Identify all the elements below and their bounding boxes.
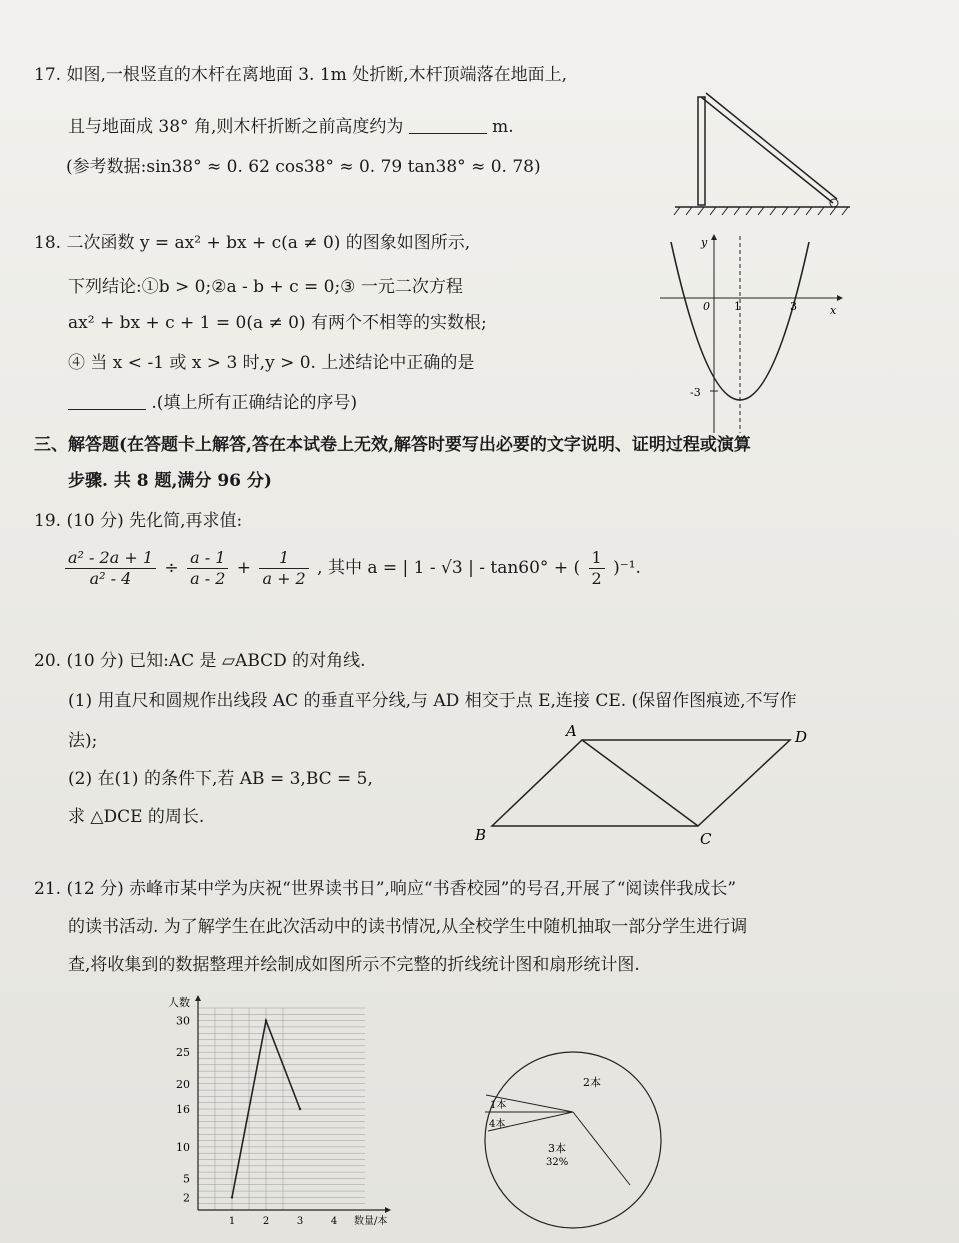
vertex-D: D (795, 728, 808, 746)
y-tick-label: 16 (176, 1103, 190, 1116)
parallelogram-figure (470, 720, 830, 850)
q20-line5: 求 △DCE 的周长. (68, 807, 205, 827)
vertex-C: C (700, 830, 712, 848)
slice-label-1: 1本 (490, 1100, 507, 1111)
q18-line4: ④ 当 x < -1 或 x > 3 时,y > 0. 上述结论中正确的是 (68, 353, 475, 373)
y-tick-label: 30 (176, 1014, 190, 1028)
y-axis-title: 人数 (168, 996, 190, 1009)
chart-grid (198, 1008, 365, 1210)
pie-circle (485, 1052, 661, 1228)
tick-1: 1 (734, 300, 741, 313)
q20-line1: 20. (10 分) 已知:AC 是 ▱ABCD 的对角线. (34, 651, 366, 671)
q17-line3: (参考数据:sin38° ≈ 0. 62 cos38° ≈ 0. 79 tan38° ≈ 0. 78) (66, 157, 541, 177)
y-tick-label: 10 (176, 1140, 190, 1154)
q18-text: .(填上所有正确结论的序号) (151, 393, 358, 413)
q17-line2 (68, 116, 514, 138)
slice-label-3: 3本 (548, 1142, 566, 1155)
q18-line1: 18. 二次函数 y = ax² + bx + c(a ≠ 0) 的图象如图所示, (34, 233, 471, 253)
q19-expression (62, 548, 641, 589)
y-tick-label: 5 (183, 1172, 190, 1186)
x-tick-label: 2 (262, 1216, 270, 1227)
q19-condition-end: )⁻¹. (613, 558, 641, 578)
x-axis-title: 数量/本 (354, 1216, 388, 1227)
x-axis-label: x (830, 304, 837, 317)
x-tick-label: 3 (296, 1216, 304, 1227)
q18-line2: 下列结论:①b > 0;②a - b + c = 0;③ 一元二次方程 (68, 277, 463, 297)
fraction-2: $\frac{a - 1}{a - 2}$ (187, 548, 228, 589)
q20-line2: (1) 用直尺和圆规作出线段 AC 的垂直平分线,与 AD 相交于点 E,连接 CE. (保留作图痕迹,不写作 (68, 691, 797, 711)
q21-line2: 的读书活动. 为了解学生在此次活动中的读书情况,从全校学生中随机抽取一部分学生进行调 (68, 917, 748, 937)
plus-sign: + (236, 558, 252, 578)
data-point (299, 1108, 301, 1110)
data-point (265, 1019, 267, 1021)
y-axis-label: y (701, 236, 708, 249)
y-tick-label: 2 (183, 1191, 190, 1205)
divide-sign: ÷ (164, 558, 179, 578)
q20-line3: 法); (68, 731, 98, 751)
origin-label: 0 (703, 300, 710, 313)
q17-unit: m. (492, 117, 514, 137)
parabola-graph (655, 228, 845, 438)
fraction-3: $\frac{1}{a + 2}$ (259, 548, 308, 589)
pie-divider (573, 1112, 630, 1185)
chart-ticks (176, 1015, 337, 1227)
x-tick-label: 1 (228, 1216, 236, 1227)
tick-3: 3 (790, 300, 797, 313)
y-axis-arrow (195, 995, 201, 1001)
q19-line1: 19. (10 分) 先化简,再求值: (34, 511, 243, 531)
q17-line1: 17. 如图,一根竖直的木杆在离地面 3. 1m 处折断,木杆顶端落在地面上, (34, 65, 568, 85)
slice-label-2: 2本 (583, 1076, 601, 1089)
slice-percent-3: 32% (546, 1157, 569, 1168)
q19-condition: , 其中 a = | 1 - √3 | - tan60° + ( (317, 558, 581, 578)
tick-neg3: -3 (690, 386, 701, 399)
broken-pole-figure (670, 85, 860, 220)
answer-blank (409, 117, 487, 134)
x-tick-label: 4 (330, 1216, 338, 1227)
q21-line3: 查,将收集到的数据整理并绘制成如图所示不完整的折线统计图和扇形统计图. (68, 955, 640, 975)
section-heading-line1: 三、解答题(在答题卡上解答,答在本试卷上无效,解答时要写出必要的文字说明、证明过程或演算 (34, 435, 751, 455)
fraction-1: $\frac{\text{a² - 2a + 1}}{\text{a² - 4}}$ (65, 548, 156, 589)
y-tick-label: 25 (176, 1046, 190, 1060)
data-point (231, 1196, 233, 1198)
line-chart (160, 992, 410, 1237)
pie-chart (470, 1040, 670, 1240)
slice-label-4: 4本 (489, 1119, 506, 1130)
y-tick-label: 20 (176, 1077, 190, 1091)
chart-axes (195, 995, 391, 1213)
q21-line1: 21. (12 分) 赤峰市某中学为庆祝“世界读书日”,响应“书香校园”的号召,开展了“阅读伴我成长” (34, 879, 737, 899)
vertex-B: B (475, 826, 487, 844)
x-axis-arrow (385, 1207, 391, 1213)
q18-line5 (68, 392, 357, 414)
vertex-A: A (566, 722, 577, 740)
q20-line4: (2) 在(1) 的条件下,若 AB = 3,BC = 5, (68, 769, 373, 789)
q18-line3: ax² + bx + c + 1 = 0(a ≠ 0) 有两个不相等的实数根; (68, 313, 487, 333)
answer-blank (68, 393, 146, 410)
section-heading-line2: 步骤. 共 8 题,满分 96 分) (68, 471, 272, 491)
fraction-4: $\frac{1}{2}$ (589, 548, 605, 589)
q17-text: 且与地面成 38° 角,则木杆折断之前高度约为 (68, 117, 404, 137)
